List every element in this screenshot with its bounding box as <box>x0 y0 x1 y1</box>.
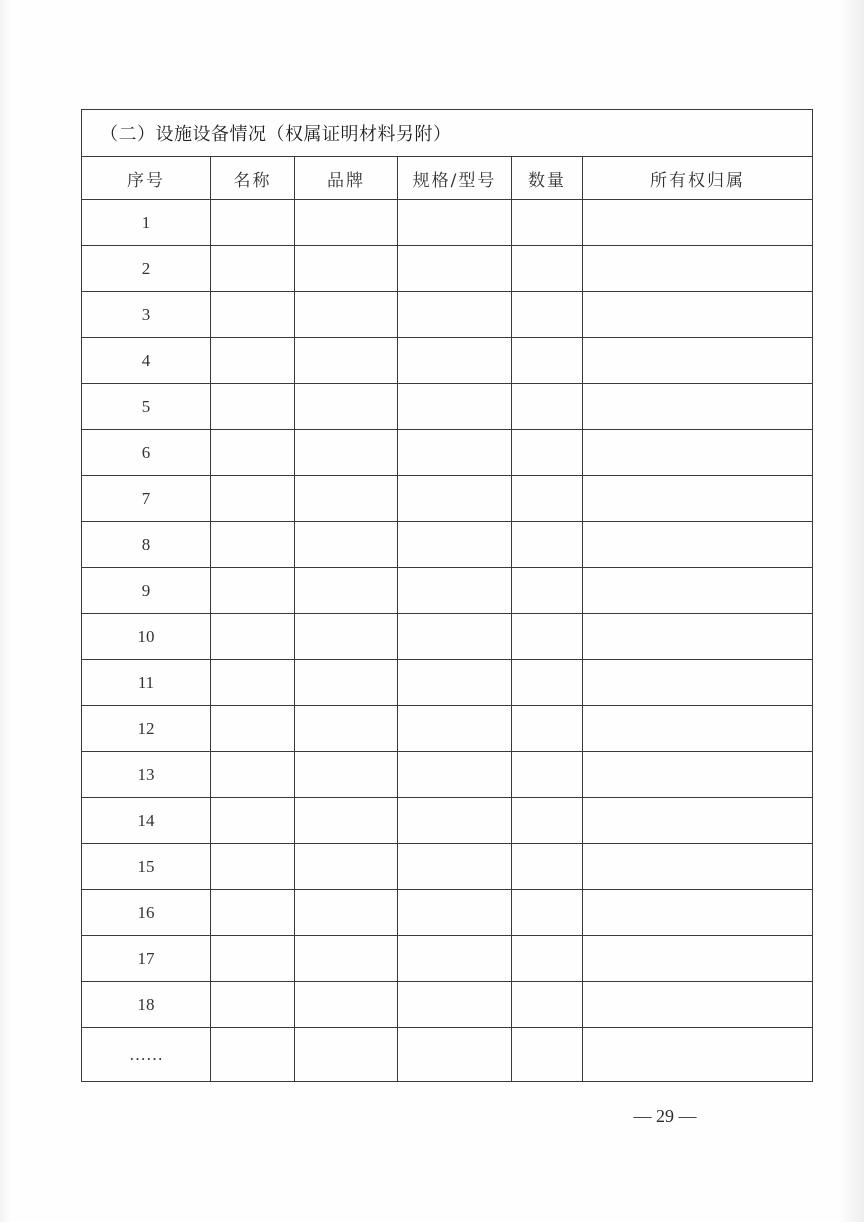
cell-quantity <box>512 936 583 982</box>
cell-quantity <box>512 476 583 522</box>
cell-brand <box>295 614 398 660</box>
cell-index: 12 <box>82 706 211 752</box>
cell-brand <box>295 430 398 476</box>
cell-index: 5 <box>82 384 211 430</box>
cell-quantity <box>512 200 583 246</box>
cell-model <box>398 430 512 476</box>
cell-quantity <box>512 292 583 338</box>
table-row <box>82 384 813 430</box>
cell-model <box>398 292 512 338</box>
cell-ownership <box>583 936 813 982</box>
cell-brand <box>295 844 398 890</box>
cell-quantity <box>512 384 583 430</box>
cell-model <box>398 752 512 798</box>
column-header-index: 序号 <box>82 157 211 200</box>
table-row <box>82 338 813 384</box>
table-row <box>82 890 813 936</box>
cell-name <box>211 476 295 522</box>
cell-brand <box>295 476 398 522</box>
column-header-ownership: 所有权归属 <box>583 157 813 200</box>
cell-ownership <box>583 384 813 430</box>
cell-index: 10 <box>82 614 211 660</box>
cell-index: 4 <box>82 338 211 384</box>
cell-ownership <box>583 292 813 338</box>
cell-name <box>211 890 295 936</box>
cell-quantity <box>512 706 583 752</box>
column-header-model: 规格/型号 <box>398 157 512 200</box>
cell-ownership <box>583 798 813 844</box>
scan-edge-right <box>840 0 864 1222</box>
page-number: — 29 — <box>633 1106 697 1126</box>
cell-quantity <box>512 246 583 292</box>
cell-name <box>211 982 295 1028</box>
cell-name <box>211 200 295 246</box>
table-row <box>82 982 813 1028</box>
cell-name <box>211 752 295 798</box>
table-row <box>82 200 813 246</box>
cell-index: 9 <box>82 568 211 614</box>
table-row <box>82 522 813 568</box>
cell-ownership <box>583 430 813 476</box>
cell-name <box>211 568 295 614</box>
cell-quantity <box>512 430 583 476</box>
column-header-quantity: 数量 <box>512 157 583 200</box>
cell-ownership <box>583 522 813 568</box>
cell-quantity <box>512 614 583 660</box>
equipment-table <box>81 109 813 1082</box>
cell-brand <box>295 798 398 844</box>
cell-model <box>398 200 512 246</box>
cell-quantity <box>512 890 583 936</box>
cell-model <box>398 890 512 936</box>
table-header-row <box>82 157 813 200</box>
cell-brand <box>295 752 398 798</box>
cell-index: 15 <box>82 844 211 890</box>
table-row <box>82 706 813 752</box>
cell-quantity <box>512 1028 583 1082</box>
cell-name <box>211 384 295 430</box>
cell-index: 6 <box>82 430 211 476</box>
table-body <box>82 200 813 1082</box>
cell-brand <box>295 384 398 430</box>
table-row <box>82 1028 813 1082</box>
cell-name <box>211 246 295 292</box>
cell-brand <box>295 982 398 1028</box>
cell-brand <box>295 338 398 384</box>
cell-model <box>398 614 512 660</box>
cell-name <box>211 522 295 568</box>
cell-index: 17 <box>82 936 211 982</box>
cell-name <box>211 1028 295 1082</box>
cell-index: 14 <box>82 798 211 844</box>
cell-name <box>211 338 295 384</box>
cell-name <box>211 292 295 338</box>
cell-name <box>211 936 295 982</box>
cell-quantity <box>512 338 583 384</box>
section-title: （二）设施设备情况（权属证明材料另附） <box>82 110 813 157</box>
cell-model <box>398 1028 512 1082</box>
scan-edge-left <box>0 0 12 1222</box>
cell-name <box>211 706 295 752</box>
column-header-brand: 品牌 <box>295 157 398 200</box>
cell-brand <box>295 246 398 292</box>
cell-brand <box>295 660 398 706</box>
cell-ownership <box>583 200 813 246</box>
cell-ownership <box>583 982 813 1028</box>
table-row <box>82 660 813 706</box>
cell-quantity <box>512 752 583 798</box>
table-row <box>82 798 813 844</box>
cell-index: 13 <box>82 752 211 798</box>
column-header-name: 名称 <box>211 157 295 200</box>
cell-index: 11 <box>82 660 211 706</box>
cell-ownership <box>583 752 813 798</box>
cell-name <box>211 660 295 706</box>
cell-brand <box>295 522 398 568</box>
cell-index: 18 <box>82 982 211 1028</box>
table-row <box>82 568 813 614</box>
cell-brand <box>295 706 398 752</box>
cell-index: 16 <box>82 890 211 936</box>
cell-name <box>211 798 295 844</box>
cell-index: 7 <box>82 476 211 522</box>
cell-quantity <box>512 844 583 890</box>
cell-model <box>398 982 512 1028</box>
cell-name <box>211 614 295 660</box>
table-row <box>82 430 813 476</box>
cell-quantity <box>512 798 583 844</box>
cell-model <box>398 522 512 568</box>
table-row <box>82 614 813 660</box>
cell-model <box>398 936 512 982</box>
cell-index: 8 <box>82 522 211 568</box>
cell-brand <box>295 1028 398 1082</box>
cell-brand <box>295 568 398 614</box>
cell-model <box>398 798 512 844</box>
cell-brand <box>295 292 398 338</box>
cell-name <box>211 430 295 476</box>
cell-quantity <box>512 982 583 1028</box>
cell-ownership <box>583 890 813 936</box>
cell-brand <box>295 936 398 982</box>
table-row <box>82 752 813 798</box>
cell-model <box>398 476 512 522</box>
cell-ownership <box>583 660 813 706</box>
cell-index: 1 <box>82 200 211 246</box>
table-row <box>82 844 813 890</box>
cell-model <box>398 246 512 292</box>
cell-model <box>398 338 512 384</box>
table-row <box>82 936 813 982</box>
cell-quantity <box>512 522 583 568</box>
cell-index: 2 <box>82 246 211 292</box>
table-row <box>82 292 813 338</box>
cell-model <box>398 844 512 890</box>
cell-ownership <box>583 476 813 522</box>
cell-ownership <box>583 614 813 660</box>
cell-name <box>211 844 295 890</box>
cell-brand <box>295 200 398 246</box>
table-row <box>82 246 813 292</box>
cell-model <box>398 706 512 752</box>
cell-ownership <box>583 844 813 890</box>
cell-ownership <box>583 338 813 384</box>
table-row <box>82 476 813 522</box>
cell-model <box>398 660 512 706</box>
cell-ownership <box>583 1028 813 1082</box>
cell-index: 3 <box>82 292 211 338</box>
cell-ownership <box>583 568 813 614</box>
cell-model <box>398 568 512 614</box>
section-title-row <box>82 110 813 157</box>
cell-quantity <box>512 568 583 614</box>
cell-ownership <box>583 706 813 752</box>
cell-brand <box>295 890 398 936</box>
cell-ownership <box>583 246 813 292</box>
cell-index: …… <box>82 1028 211 1082</box>
cell-quantity <box>512 660 583 706</box>
cell-model <box>398 384 512 430</box>
